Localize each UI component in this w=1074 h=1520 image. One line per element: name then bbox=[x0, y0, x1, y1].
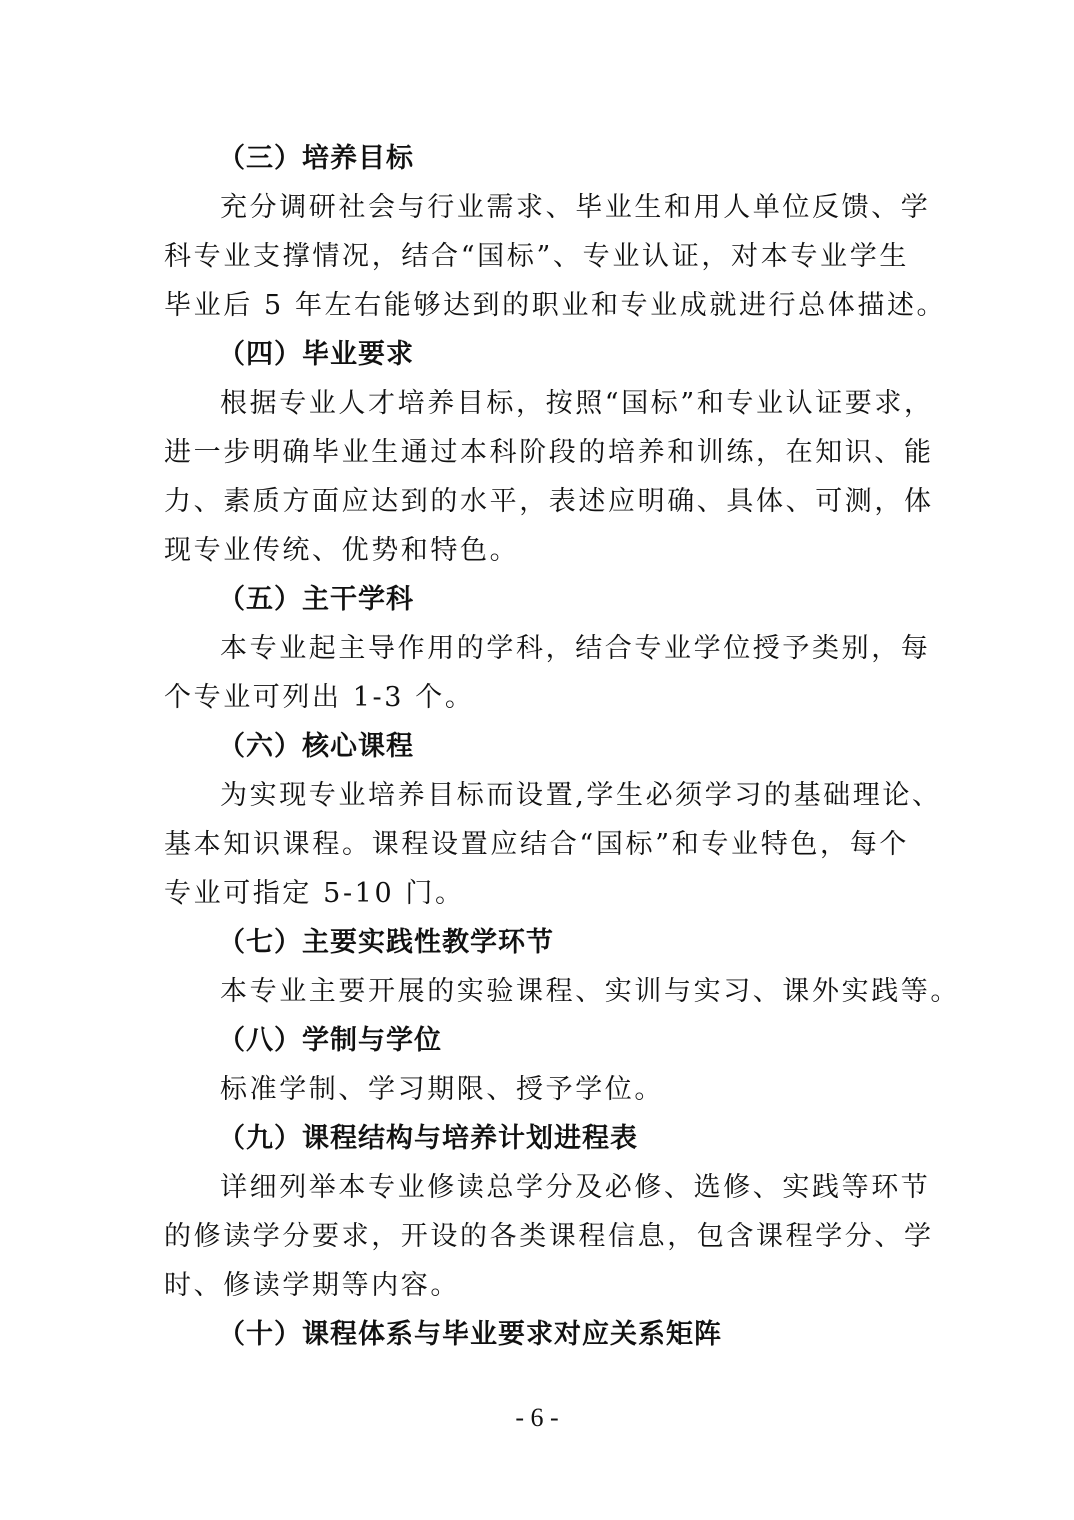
section-heading: （四）毕业要求 bbox=[218, 339, 414, 370]
paragraph-line: 个专业可列出 1-3 个。 bbox=[164, 682, 475, 713]
section-heading: （八）学制与学位 bbox=[218, 1025, 442, 1056]
section-paragraph bbox=[164, 1065, 909, 1114]
paragraph-line: 现专业传统、优势和特色。 bbox=[164, 535, 520, 566]
paragraph-line: 专业可指定 5-10 门。 bbox=[164, 878, 465, 909]
paragraph-line: 基本知识课程。课程设置应结合“国标”和专业特色，每个 bbox=[164, 829, 909, 860]
section-paragraph bbox=[164, 379, 934, 575]
page-number: - 6 - bbox=[515, 1403, 559, 1432]
paragraph-line: 本专业起主导作用的学科，结合专业学位授予类别，每 bbox=[220, 633, 931, 664]
paragraph-line: 根据专业人才培养目标，按照“国标”和专业认证要求， bbox=[220, 388, 934, 419]
paragraph-line: 进一步明确毕业生通过本科阶段的培养和训练，在知识、能 bbox=[164, 437, 934, 468]
section-heading: （十）课程体系与毕业要求对应关系矩阵 bbox=[218, 1319, 722, 1350]
section-heading: （三）培养目标 bbox=[218, 143, 414, 174]
section-paragraph bbox=[164, 967, 960, 1016]
paragraph-line: 的修读学分要求，开设的各类课程信息，包含课程学分、学 bbox=[164, 1221, 934, 1252]
paragraph-line: 时、修读学期等内容。 bbox=[164, 1270, 460, 1301]
section-heading: （七）主要实践性教学环节 bbox=[218, 927, 554, 958]
section-paragraph bbox=[164, 1163, 934, 1310]
paragraph-line: 本专业主要开展的实验课程、实训与实习、课外实践等。 bbox=[220, 976, 960, 1007]
paragraph-line: 详细列举本专业修读总学分及必修、选修、实践等环节 bbox=[220, 1172, 931, 1203]
paragraph-line: 充分调研社会与行业需求、毕业生和用人单位反馈、学 bbox=[220, 192, 931, 223]
section-paragraph bbox=[164, 624, 931, 722]
paragraph-line: 为实现专业培养目标而设置,学生必须学习的基础理论、 bbox=[220, 780, 942, 811]
section-paragraph bbox=[164, 183, 947, 330]
paragraph-line: 科专业支撑情况，结合“国标”、专业认证，对本专业学生 bbox=[164, 241, 909, 272]
paragraph-line: 标准学制、学习期限、授予学位。 bbox=[220, 1074, 664, 1105]
document-body bbox=[164, 134, 960, 1359]
section-heading: （六）核心课程 bbox=[218, 731, 414, 762]
section-paragraph bbox=[164, 771, 942, 918]
section-heading: （五）主干学科 bbox=[218, 584, 414, 615]
paragraph-line: 力、素质方面应达到的水平，表述应明确、具体、可测，体 bbox=[164, 486, 934, 517]
paragraph-line: 毕业后 5 年左右能够达到的职业和专业成就进行总体描述。 bbox=[164, 290, 947, 321]
section-heading: （九）课程结构与培养计划进程表 bbox=[218, 1123, 638, 1154]
